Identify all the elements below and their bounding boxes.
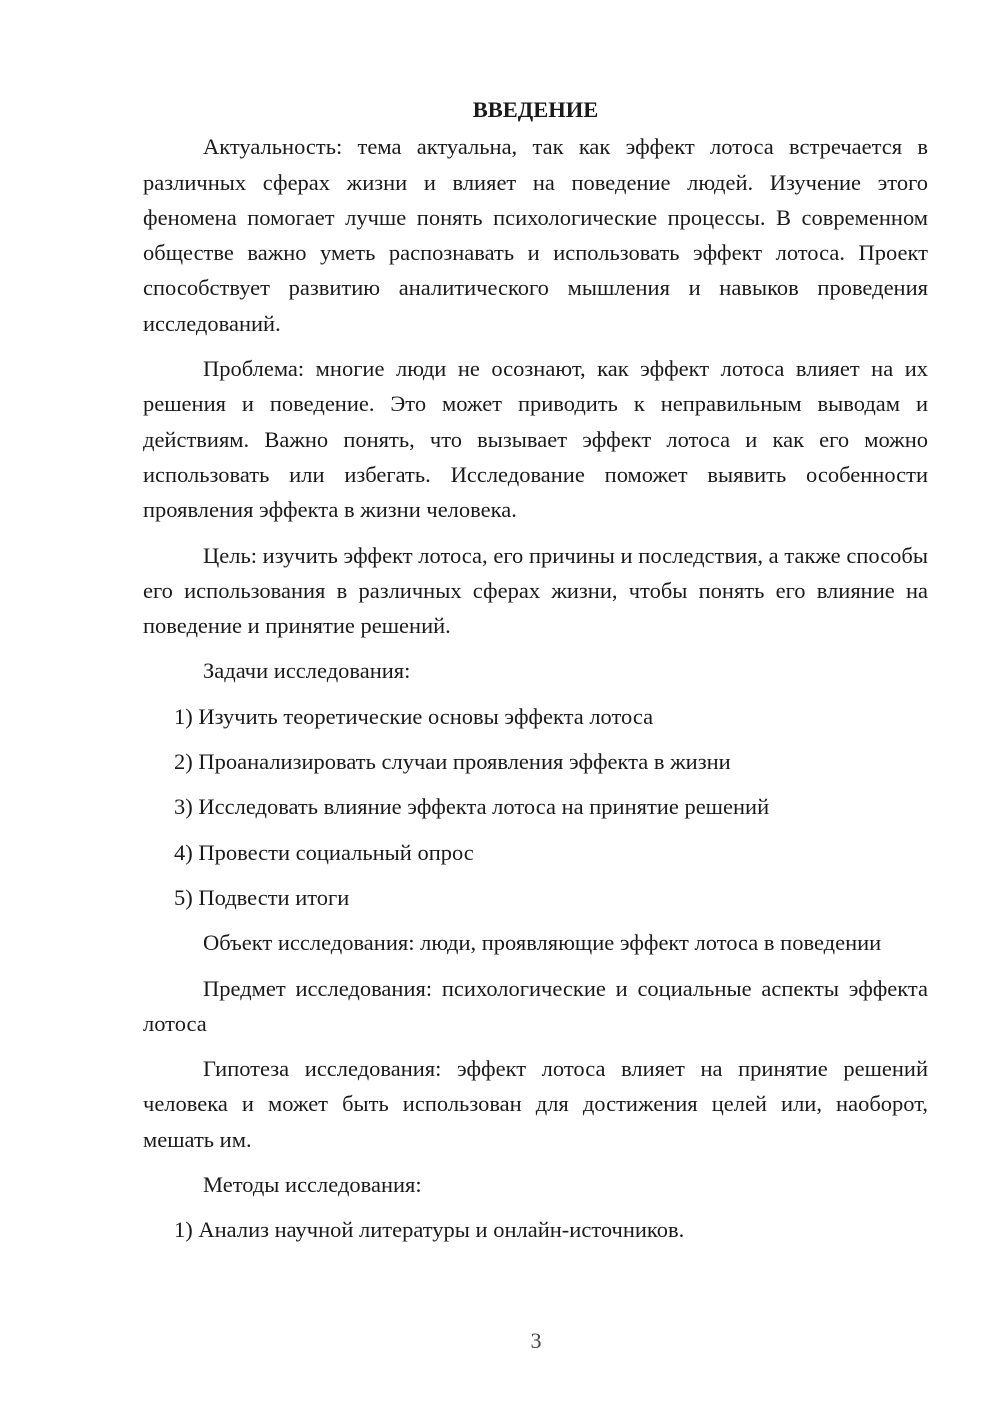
- methods-list: [143, 1212, 928, 1247]
- page-content: [143, 92, 928, 1258]
- paragraph-hypothesis: Гипотеза исследования: эффект лотоса влияет на принятие решений человека и может быть использован для достижения целей или, наоборот, мешать им.: [143, 1056, 928, 1152]
- paragraph-subject: Предмет исследования: психологические и социальные аспекты эффекта лотоса: [143, 975, 928, 1036]
- paragraph-goal: Цель: изучить эффект лотоса, его причины и последствия, а также способы его использования в различных сферах жизни, чтобы понять его влияние на поведение и принятие решений.: [143, 542, 928, 639]
- section-title: ВВЕДЕНИЕ: [472, 97, 599, 122]
- tasks-list: [143, 699, 928, 915]
- paragraph-relevance: Актуальность: тема актуальна, так как эффект лотоса встречается в различных сферах жизни и влияет на поведение людей. Изучение этого феномена помогает лучше понять психологические процессы. В современном обществе важно уметь распознавать и использовать эффект лотоса. Проект способствует развитию аналитического мышления и навыков проведения исследований.: [143, 134, 928, 336]
- list-item: 5) Подвести итоги: [174, 884, 350, 910]
- paragraph-object: Объект исследования: люди, проявляющие эффект лотоса в поведении: [203, 930, 882, 956]
- methods-heading: Методы исследования:: [203, 1172, 422, 1198]
- tasks-heading: Задачи исследования:: [203, 658, 411, 684]
- page-number: 3: [530, 1328, 542, 1353]
- paragraph-problem: Проблема: многие люди не осознают, как эффект лотоса влияет на их решения и поведение. Это может приводить к неправильным выводам и действиям. Важно понять, что вызывает эффект лотоса и как его можно использовать или избегать. Исследование поможет выявить особенности проявления эффекта в жизни человека.: [143, 356, 928, 523]
- list-item: 1) Изучить теоретические основы эффекта лотоса: [174, 703, 654, 729]
- list-item: 2) Проанализировать случаи проявления эффекта в жизни: [174, 749, 731, 775]
- list-item: 1) Анализ научной литературы и онлайн-источников.: [174, 1217, 685, 1243]
- list-item: 4) Провести социальный опрос: [174, 839, 474, 865]
- list-item: 3) Исследовать влияние эффекта лотоса на принятие решений: [174, 794, 770, 820]
